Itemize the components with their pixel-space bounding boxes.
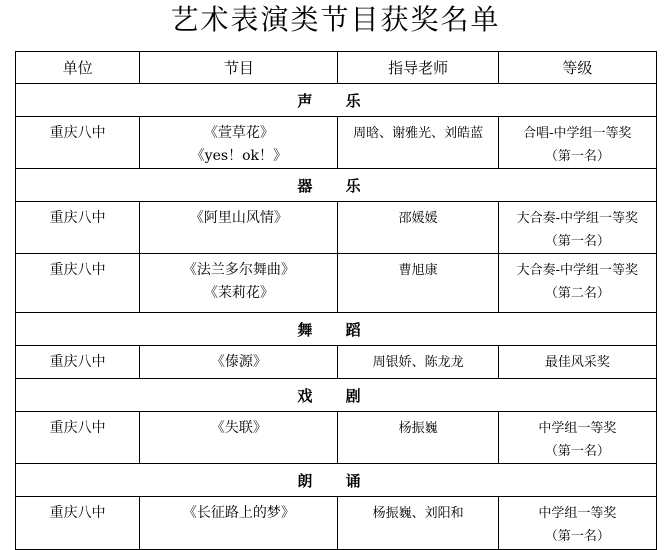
cell-program-line: 《阿里山风情》	[189, 210, 288, 226]
cell-level-line: 大合奏-中学组一等奖	[516, 211, 639, 226]
cell-unit	[16, 497, 140, 550]
cell-level-line: 大合奏-中学组一等奖	[516, 263, 639, 278]
cell-level	[498, 497, 656, 550]
table-body	[16, 84, 657, 550]
cell-level-line: 中学组一等奖	[538, 506, 617, 521]
cell-teacher-line: 周银娇、陈龙龙	[372, 355, 464, 370]
cell-unit-line: 重庆八中	[49, 420, 106, 436]
cell-teacher-line: 曹旭康	[398, 263, 438, 278]
section-row	[16, 464, 657, 497]
cell-teacher-line: 杨振巍	[398, 421, 438, 436]
cell-program-line: 《长征路上的梦》	[182, 505, 295, 521]
table-row	[16, 346, 657, 379]
cell-level-line: 中学组一等奖	[538, 421, 617, 436]
cell-unit	[16, 346, 140, 379]
cell-level-line: （第一名）	[544, 444, 610, 459]
header-teacher: 指导老师	[338, 52, 498, 84]
section-title: 朗 诵	[16, 464, 657, 497]
cell-program	[140, 346, 338, 379]
cell-level-line: 最佳风采奖	[544, 355, 610, 370]
cell-unit	[16, 254, 140, 313]
section-title: 器 乐	[16, 169, 657, 202]
cell-teacher	[338, 202, 498, 254]
cell-level	[498, 254, 656, 313]
cell-program-line: 《茉莉花》	[203, 285, 274, 301]
cell-level	[498, 412, 656, 464]
cell-teacher-line: 杨振巍、刘阳和	[372, 506, 464, 521]
cell-program-line: 《yes！ok！》	[190, 148, 287, 164]
cell-unit-line: 重庆八中	[49, 210, 106, 226]
section-title: 戏 剧	[16, 379, 657, 412]
cell-teacher	[338, 346, 498, 379]
cell-program-line: 《失联》	[210, 420, 267, 436]
cell-program-line: 《法兰多尔舞曲》	[182, 262, 295, 278]
header-row	[16, 52, 657, 84]
section-row	[16, 169, 657, 202]
cell-program	[140, 117, 338, 169]
cell-teacher-line: 周晗、谢雅光、刘皓蓝	[353, 126, 484, 141]
header-unit: 单位	[16, 52, 140, 84]
table-row	[16, 202, 657, 254]
cell-teacher	[338, 412, 498, 464]
cell-level-line: （第二名）	[544, 286, 610, 301]
cell-program	[140, 497, 338, 550]
table-row	[16, 254, 657, 313]
awards-table	[15, 51, 657, 550]
page-title: 艺术表演类节目获奖名单	[170, 3, 501, 36]
cell-unit-line: 重庆八中	[49, 354, 106, 370]
cell-unit	[16, 202, 140, 254]
cell-level	[498, 346, 656, 379]
table-row	[16, 117, 657, 169]
cell-level-line: （第一名）	[544, 234, 610, 249]
cell-teacher-line: 邵媛媛	[398, 211, 438, 226]
cell-program	[140, 254, 338, 313]
cell-program	[140, 202, 338, 254]
cell-unit	[16, 412, 140, 464]
cell-teacher	[338, 117, 498, 169]
cell-unit-line: 重庆八中	[49, 262, 106, 278]
table-row	[16, 497, 657, 550]
section-row	[16, 313, 657, 346]
cell-teacher	[338, 497, 498, 550]
section-row	[16, 379, 657, 412]
cell-level	[498, 202, 656, 254]
cell-program-line: 《萱草花》	[203, 125, 274, 141]
cell-unit-line: 重庆八中	[49, 505, 106, 521]
cell-teacher	[338, 254, 498, 313]
cell-program-line: 《傣源》	[210, 354, 267, 370]
cell-level	[498, 117, 656, 169]
section-title: 声 乐	[16, 84, 657, 117]
table-row	[16, 412, 657, 464]
section-title: 舞 蹈	[16, 313, 657, 346]
cell-level-line: （第一名）	[544, 529, 610, 544]
header-level: 等级	[498, 52, 656, 84]
cell-program	[140, 412, 338, 464]
cell-level-line: 合唱-中学组一等奖	[523, 126, 632, 141]
header-program: 节目	[140, 52, 338, 84]
cell-unit	[16, 117, 140, 169]
cell-unit-line: 重庆八中	[49, 125, 106, 141]
cell-level-line: （第一名）	[544, 149, 610, 164]
section-row	[16, 84, 657, 117]
